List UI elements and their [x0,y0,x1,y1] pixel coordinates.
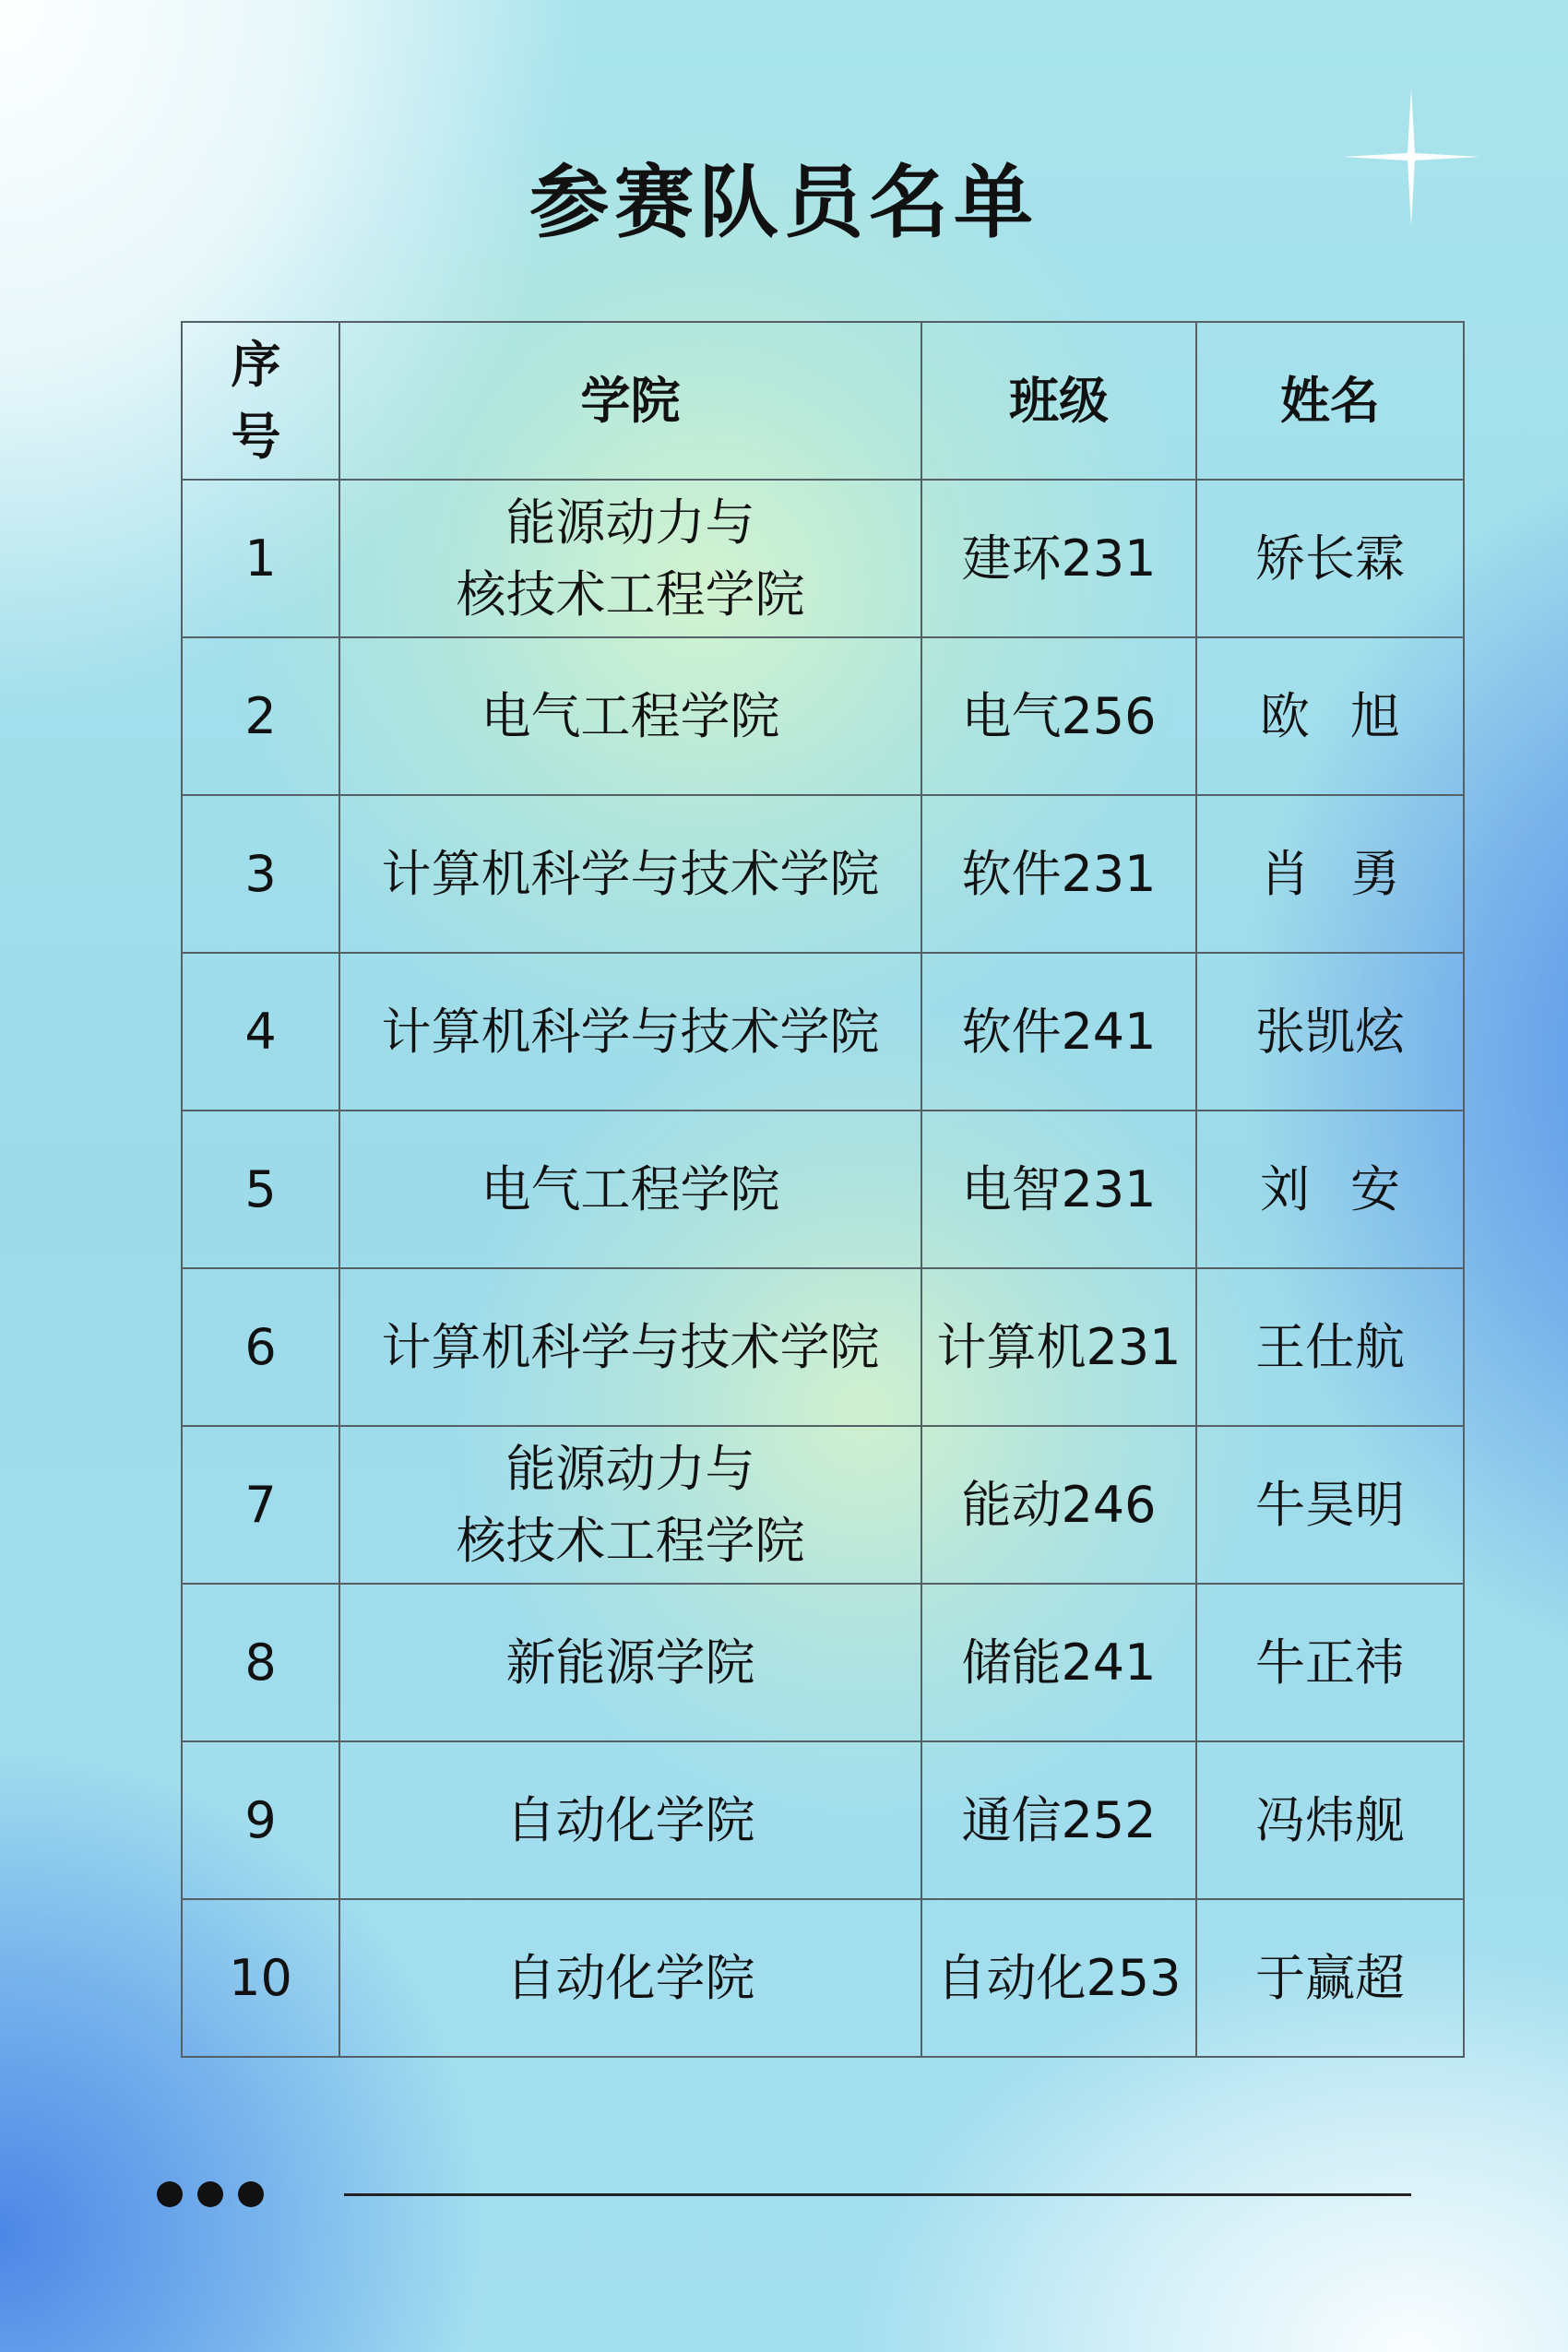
seq-cell: 4 [182,953,339,1111]
table-row [182,953,1464,1111]
header-class: 班级 [921,322,1196,480]
class-cell: 软件231 [921,795,1196,953]
table-row [182,1741,1464,1899]
class-cell: 自动化253 [921,1899,1196,2057]
class-cell: 计算机231 [921,1268,1196,1426]
college-cell: 能源动力与 核技术工程学院 [339,1426,921,1584]
dot-icon [157,2181,183,2207]
name-cell: 肖勇 [1196,795,1464,953]
sparkle-icon [1342,88,1480,226]
class-cell: 电智231 [921,1111,1196,1268]
class-cell: 建环231 [921,480,1196,637]
table-row [182,1426,1464,1584]
class-cell: 通信252 [921,1741,1196,1899]
table-row [182,1899,1464,2057]
seq-cell: 3 [182,795,339,953]
seq-cell: 6 [182,1268,339,1426]
table-row [182,1584,1464,1741]
name-cell: 牛昊明 [1196,1426,1464,1584]
class-cell: 能动246 [921,1426,1196,1584]
name-cell: 牛正祎 [1196,1584,1464,1741]
dot-icon [197,2181,223,2207]
seq-cell: 5 [182,1111,339,1268]
seq-cell: 9 [182,1741,339,1899]
seq-cell: 8 [182,1584,339,1741]
seq-cell: 2 [182,637,339,795]
name-cell: 冯炜舰 [1196,1741,1464,1899]
table-row [182,1268,1464,1426]
college-cell: 计算机科学与技术学院 [339,1268,921,1426]
name-cell: 刘安 [1196,1111,1464,1268]
seq-cell: 7 [182,1426,339,1584]
decorative-dots [157,2181,264,2207]
name-cell: 矫长霖 [1196,480,1464,637]
table-row [182,480,1464,637]
college-cell: 电气工程学院 [339,1111,921,1268]
table-row [182,795,1464,953]
header-seq: 序号 [182,322,339,480]
college-cell: 新能源学院 [339,1584,921,1741]
college-cell: 自动化学院 [339,1899,921,2057]
class-cell: 电气256 [921,637,1196,795]
college-cell: 自动化学院 [339,1741,921,1899]
name-cell: 于赢超 [1196,1899,1464,2057]
table-row [182,637,1464,795]
seq-cell: 1 [182,480,339,637]
page-title: 参赛队员名单 [529,156,1039,249]
name-cell: 王仕航 [1196,1268,1464,1426]
college-cell: 电气工程学院 [339,637,921,795]
name-cell: 张凯炫 [1196,953,1464,1111]
name-cell: 欧旭 [1196,637,1464,795]
roster-table [181,321,1465,2058]
seq-cell: 10 [182,1899,339,2057]
dot-icon [238,2181,264,2207]
college-cell: 能源动力与 核技术工程学院 [339,480,921,637]
footer-divider [344,2193,1411,2196]
header-college: 学院 [339,322,921,480]
table-row [182,1111,1464,1268]
class-cell: 储能241 [921,1584,1196,1741]
header-name: 姓名 [1196,322,1464,480]
table-header-row [182,322,1464,480]
college-cell: 计算机科学与技术学院 [339,953,921,1111]
college-cell: 计算机科学与技术学院 [339,795,921,953]
class-cell: 软件241 [921,953,1196,1111]
